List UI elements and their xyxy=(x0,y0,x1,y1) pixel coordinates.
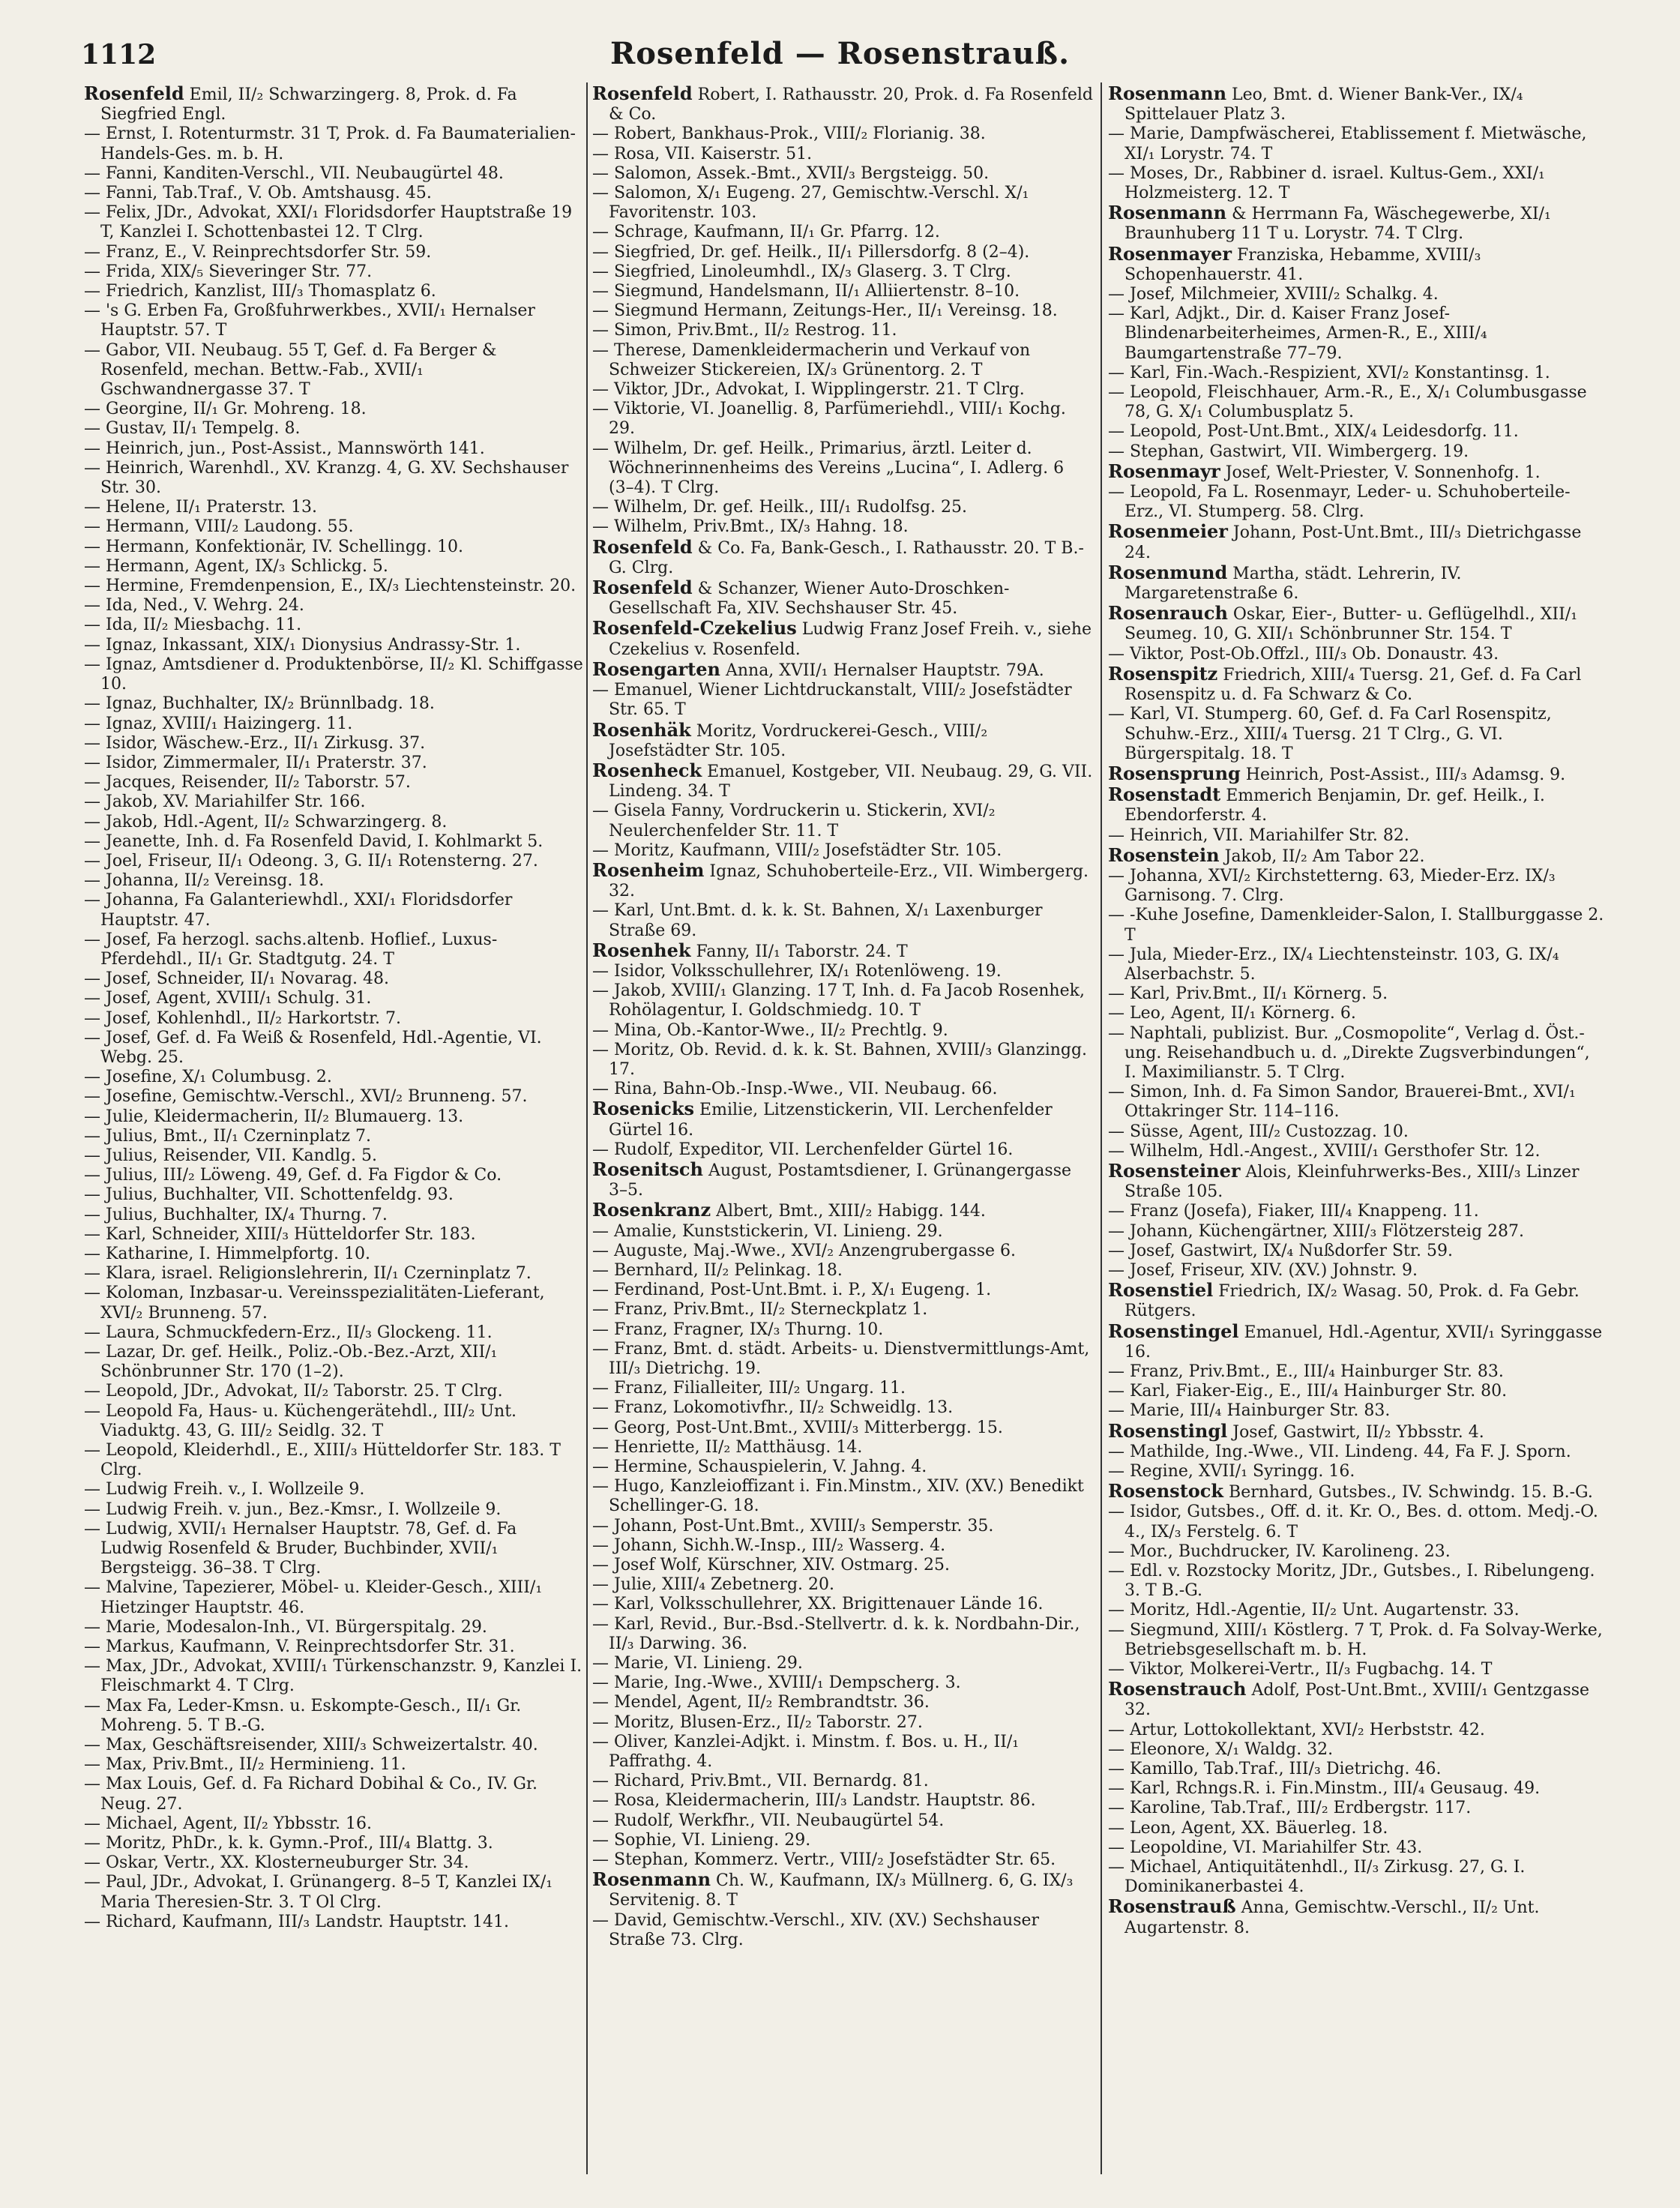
directory-entry: Rosenfeld-Czekelius Ludwig Franz Josef Freih. v., siehe Czekelius v. Rosenfeld. xyxy=(592,617,1092,659)
surname-heading: Rosenhek xyxy=(592,939,691,961)
directory-entry: — Julie, XIII/₄ Zebetnerg. 20. xyxy=(592,1575,835,1595)
directory-entry: — Richard, Priv.Bmt., VII. Bernardg. 81. xyxy=(592,1772,929,1791)
directory-entry: Rosenfeld Robert, I. Rathausstr. 20, Prok. d. Fa Rosenfeld & Co. xyxy=(592,84,1093,124)
directory-entry: — Fanni, Tab.Traf., V. Ob. Amtshausg. 45. xyxy=(84,184,432,203)
directory-entry: — Moses, Dr., Rabbiner d. israel. Kultus-Gem., XXI/₁ Holzmeisterg. 12. T xyxy=(1108,163,1545,203)
directory-entry: — Isidor, Gutsbes., Off. d. it. Kr. O., Bes. d. ottom. Medj.-O. 4., IX/₃ Ferstelg. 6. T xyxy=(1108,1502,1598,1541)
directory-entry: Rosenkranz Albert, Bmt., XIII/₂ Habigg. 144. xyxy=(592,1199,986,1221)
surname-heading: Rosenstadt xyxy=(1108,783,1221,806)
directory-entry: Rosenmayr Josef, Welt-Priester, V. Sonnenhofg. 1. xyxy=(1108,460,1541,482)
directory-entry: — Viktorie, VI. Joanellig. 8, Parfümeriehdl., VIII/₁ Kochg. 29. xyxy=(592,400,1066,439)
directory-entry: — Jula, Mieder-Erz., IX/₄ Liechtensteinstr. 103, G. IX/₄ Alserbachstr. 5. xyxy=(1108,945,1559,984)
directory-entry: — Simon, Priv.Bmt., II/₂ Restrog. 11. xyxy=(592,321,897,340)
directory-entry: — Ferdinand, Post-Unt.Bmt. i. P., X/₁ Eugeng. 1. xyxy=(592,1281,992,1300)
directory-entry: Rosenmann Leo, Bmt. d. Wiener Bank-Ver., IX/₄ Spittelauer Platz 3. xyxy=(1108,84,1523,124)
directory-entry: — Klara, israel. Religionslehrerin, II/₁ Czerninplatz 7. xyxy=(84,1264,532,1284)
running-head: Rosenfeld — Rosenstrauß. xyxy=(609,36,1070,71)
directory-entry: — Kamillo, Tab.Traf., III/₃ Dietrichg. 46. xyxy=(1108,1760,1442,1779)
directory-entry: Rosenstingel Emanuel, Hdl.-Agentur, XVII/₁ Syringgasse 16. xyxy=(1108,1320,1603,1362)
directory-entry: — Siegfried, Dr. gef. Heilk., II/₁ Pillersdorfg. 8 (2–4). xyxy=(592,242,1030,262)
directory-entry: — Marie, III/₄ Hainburger Str. 83. xyxy=(1108,1401,1391,1421)
directory-entry: Rosenmeier Johann, Post-Unt.Bmt., III/₃ Dietrichgasse 24. xyxy=(1108,520,1582,562)
directory-entry: — Felix, JDr., Advokat, XXI/₁ Floridsdorfer Hauptstraße 19 T, Kanzlei I. Schottenbastei 12. T Clrg. xyxy=(84,203,573,242)
directory-entry: — Artur, Lottokollektant, XVI/₂ Herbststr. 42. xyxy=(1108,1720,1485,1739)
directory-entry: Rosenmann & Herrmann Fa, Wäschegewerbe, XI/₁ Braunhuberg 11 T u. Lorystr. 74. T Clrg. xyxy=(1108,202,1551,244)
directory-entry: — Leopoldine, VI. Mariahilfer Str. 43. xyxy=(1108,1838,1423,1857)
directory-entry: — Heinrich, VII. Mariahilfer Str. 82. xyxy=(1108,825,1409,845)
surname-heading: Rosenrauch xyxy=(1108,602,1228,625)
directory-entry: Rosenheim Ignaz, Schuhoberteile-Erz., VII. Wimbergerg. 32. xyxy=(592,858,1089,901)
directory-entry: — Helene, II/₁ Praterstr. 13. xyxy=(84,498,318,517)
directory-entry: — Franz (Josefa), Fiaker, III/₄ Knappeng. 11. xyxy=(1108,1202,1479,1221)
directory-entry: — Jakob, XV. Mariahilfer Str. 166. xyxy=(84,792,366,812)
directory-entry: — Julius, Reisender, VII. Kandlg. 5. xyxy=(84,1146,377,1165)
directory-entry: — Rosa, Kleidermacherin, III/₃ Landstr. Hauptstr. 86. xyxy=(592,1791,1036,1811)
directory-entry: — Ludwig, XVII/₁ Hernalser Hauptstr. 78, Gef. d. Fa Ludwig Rosenfeld & Bruder, Buchbinder, XVII/₁ Bergsteigg. 36–38. T Clrg. xyxy=(84,1519,517,1578)
directory-entry: — Eleonore, X/₁ Waldg. 32. xyxy=(1108,1739,1334,1759)
directory-entry: — Franz, E., V. Reinprechtsdorfer Str. 59. xyxy=(84,242,432,262)
directory-entry: — Ludwig Freih. v., I. Wollzeile 9. xyxy=(84,1480,365,1499)
directory-entry: Rosenmann Ch. W., Kaufmann, IX/₃ Müllnerg. 6, G. IX/₃ Servitenig. 8. T xyxy=(592,1868,1074,1910)
directory-entry: Rosenstingl Josef, Gastwirt, II/₂ Ybbsstr. 4. xyxy=(1108,1419,1484,1442)
directory-entry: — Max Louis, Gef. d. Fa Richard Dobihal & Co., IV. Gr. Neug. 27. xyxy=(84,1775,538,1814)
directory-entry: — Leon, Agent, XX. Bäuerleg. 18. xyxy=(1108,1818,1388,1838)
directory-entry: Rosenicks Emilie, Litzenstickerin, VII. Lerchenfelder Gürtel 16. xyxy=(592,1098,1053,1140)
directory-entry: — Moritz, Hdl.-Agentie, II/₂ Unt. Augartenstr. 33. xyxy=(1108,1601,1520,1620)
directory-entry: — Hermann, Konfektionär, IV. Schellingg. 10. xyxy=(84,537,463,556)
directory-entry: — Josef, Agent, XVIII/₁ Schulg. 31. xyxy=(84,989,372,1008)
directory-entry: — Lazar, Dr. gef. Heilk., Poliz.-Ob.-Bez.-Arzt, XII/₁ Schönbrunner Str. 170 (1–2). xyxy=(84,1343,498,1382)
directory-entry: — Franz, Priv.Bmt., E., III/₄ Hainburger Str. 83. xyxy=(1108,1362,1504,1381)
directory-entry: — Josefine, Gemischtw.-Verschl., XVI/₂ Brunneng. 57. xyxy=(84,1087,528,1107)
directory-entry: — Sophie, VI. Linieng. 29. xyxy=(592,1830,811,1850)
directory-entry: — Wilhelm, Priv.Bmt., IX/₃ Hahng. 18. xyxy=(592,517,909,537)
surname-heading: Rosenspitz xyxy=(1108,662,1218,685)
directory-entry: — Koloman, Inzbasar-u. Vereinsspezialitäten-Lieferant, XVI/₂ Brunneng. 57. xyxy=(84,1284,545,1323)
directory-entry: — Wilhelm, Dr. gef. Heilk., III/₁ Rudolfsg. 25. xyxy=(592,498,968,517)
directory-entry: — Leopold, JDr., Advokat, II/₂ Taborstr. 25. T Clrg. xyxy=(84,1382,503,1401)
directory-entry: — Leopold, Fa L. Rosenmayr, Leder- u. Schuhoberteile-Erz., VI. Stumperg. 58. Clrg. xyxy=(1108,483,1571,522)
directory-entry: — Salomon, Assek.-Bmt., XVII/₃ Bergsteigg. 50. xyxy=(592,163,990,183)
directory-entry: — Hermine, Fremdenpension, E., IX/₃ Liechtensteinstr. 20. xyxy=(84,577,576,596)
directory-entry: — 's G. Erben Fa, Großfuhrwerkbes., XVII/₁ Hernalser Hauptstr. 57. T xyxy=(84,301,535,340)
directory-entry: — Naphtali, publizist. Bur. „Cosmopolite“, Verlag d. Öst.-ung. Reisehandbuch u. d. „Direkte Zugsverbindungen“, I. Maximilianstr. 5. T Clrg. xyxy=(1108,1023,1590,1082)
directory-entry: — Heinrich, jun., Post-Assist., Mannswörth 141. xyxy=(84,439,485,458)
directory-entry: — Franz, Bmt. d. städt. Arbeits- u. Dienstvermittlungs-Amt, III/₃ Dietrichg. 19. xyxy=(592,1339,1090,1378)
directory-entry: — Simon, Inh. d. Fa Simon Sandor, Brauerei-Bmt., XVI/₁ Ottakringer Str. 114–116. xyxy=(1108,1083,1576,1122)
surname-heading: Rosenstock xyxy=(1108,1480,1224,1502)
directory-entry: — Moritz, PhDr., k. k. Gymn.-Prof., III/₄ Blattg. 3. xyxy=(84,1834,493,1853)
directory-entry: Rosenheck Emanuel, Kostgeber, VII. Neubaug. 29, G. VII. Lindeng. 34. T xyxy=(592,759,1093,801)
directory-entry: — Gisela Fanny, Vordruckerin u. Stickerin, XVI/₂ Neulerchenfelder Str. 11. T xyxy=(592,801,996,840)
directory-entry: — Friedrich, Kanzlist, III/₃ Thomasplatz 6. xyxy=(84,282,436,301)
surname-heading: Rosenmayr xyxy=(1108,460,1220,482)
directory-entry: — Georg, Post-Unt.Bmt., XVIII/₃ Mitterbergg. 15. xyxy=(592,1418,1003,1437)
directory-entry: — Rudolf, Expeditor, VII. Lerchenfelder Gürtel 16. xyxy=(592,1140,1014,1159)
surname-heading: Rosensprung xyxy=(1108,762,1241,784)
surname-heading: Rosenstein xyxy=(1108,843,1220,866)
surname-heading: Rosenfeld xyxy=(592,577,693,599)
surname-heading: Rosenmann xyxy=(1108,84,1227,104)
directory-entry: — Ida, Ned., V. Wehrg. 24. xyxy=(84,596,304,616)
directory-entry: — Moritz, Ob. Revid. d. k. k. St. Bahnen, XVIII/₃ Glanzingg. 17. xyxy=(592,1040,1088,1079)
directory-entry: Rosenstock Bernhard, Gutsbes., IV. Schwindg. 15. B.-G. xyxy=(1108,1480,1593,1502)
directory-entry: — Bernhard, II/₂ Pelinkag. 18. xyxy=(592,1260,843,1280)
directory-entry: — Karl, Volksschullehrer, XX. Brigittenauer Lände 16. xyxy=(592,1595,1044,1614)
directory-entry: — Marie, VI. Linieng. 29. xyxy=(592,1654,803,1673)
directory-entry: — Max Fa, Leder-Kmsn. u. Eskompte-Gesch., II/₁ Gr. Mohreng. 5. T B.-G. xyxy=(84,1696,522,1735)
surname-heading: Rosenhäk xyxy=(592,718,691,741)
directory-entry: — Julius, III/₂ Löweng. 49, Gef. d. Fa Figdor & Co. xyxy=(84,1166,502,1185)
directory-entry: — Isidor, Wäschew.-Erz., II/₁ Zirkusg. 37. xyxy=(84,733,426,753)
directory-entry: — Moritz, Blusen-Erz., II/₂ Taborstr. 27. xyxy=(592,1712,923,1732)
directory-entry: — Jakob, XVIII/₁ Glanzing. 17 T, Inh. d. Fa Jacob Rosenhek, Rohölagentur, I. Goldschmiedg. 10. T xyxy=(592,981,1085,1020)
directory-entry: — Ignaz, Inkassant, XIX/₁ Dionysius Andrassy-Str. 1. xyxy=(84,635,521,655)
directory-entry: — Viktor, Molkerei-Vertr., II/₃ Fugbachg. 14. T xyxy=(1108,1660,1493,1679)
surname-heading: Rosenstingel xyxy=(1108,1320,1239,1342)
directory-entry: — Marie, Dampfwäscherei, Etablissement f. Mietwäsche, XI/₁ Lorystr. 74. T xyxy=(1108,124,1587,163)
directory-entry: — Siegmund Hermann, Zeitungs-Her., II/₁ Vereinsg. 18. xyxy=(592,301,1058,321)
directory-entry: Rosenmayer Franziska, Hebamme, XVIII/₃ Schopenhauerstr. 41. xyxy=(1108,242,1481,284)
directory-entry: — Franz, Fragner, IX/₃ Thurng. 10. xyxy=(592,1320,884,1339)
surname-heading: Rosengarten xyxy=(592,658,720,680)
directory-entry: — Katharine, I. Himmelpfortg. 10. xyxy=(84,1244,370,1263)
surname-heading: Rosenitsch xyxy=(592,1158,703,1180)
directory-entry: — Regine, XVII/₁ Syringg. 16. xyxy=(1108,1462,1355,1481)
surname-heading: Rosenmann xyxy=(592,1868,711,1891)
directory-entry: — Max, JDr., Advokat, XVIII/₁ Türkenschanzstr. 9, Kanzlei I. Fleischmarkt 4. T Clrg. xyxy=(84,1657,582,1696)
directory-entry: — Leopold, Kleiderhdl., E., XIII/₃ Hütteldorfer Str. 183. T Clrg. xyxy=(84,1441,561,1480)
directory-entry: — Josef, Gastwirt, IX/₄ Nußdorfer Str. 59. xyxy=(1108,1241,1453,1260)
directory-entry: — Leo, Agent, II/₁ Körnerg. 6. xyxy=(1108,1004,1356,1023)
directory-entry: — Mina, Ob.-Kantor-Wwe., II/₂ Prechtlg. 9. xyxy=(592,1020,948,1040)
directory-entry: — Johann, Post-Unt.Bmt., XVIII/₃ Semperstr. 35. xyxy=(592,1516,994,1535)
directory-entry: — Stephan, Gastwirt, VII. Wimbergerg. 19. xyxy=(1108,442,1469,461)
directory-entry: — Rudolf, Werkfhr., VII. Neubaugürtel 54. xyxy=(592,1811,945,1830)
directory-entry: — Henriette, II/₂ Matthäusg. 14. xyxy=(592,1437,863,1457)
page-number: 1112 xyxy=(81,39,157,70)
directory-entry: — Johanna, XVI/₂ Kirchstetterng. 63, Mieder-Erz. IX/₃ Garnisong. 7. Clrg. xyxy=(1108,866,1556,906)
directory-entry: — Karl, Rchngs.R. i. Fin.Minstm., III/₄ Geusaug. 49. xyxy=(1108,1779,1541,1799)
directory-entry: — Frida, XIX/₅ Sieveringer Str. 77. xyxy=(84,262,373,281)
directory-entry: — Julius, Bmt., II/₁ Czerninplatz 7. xyxy=(84,1126,371,1146)
directory-entry: — Franz, Filialleiter, III/₂ Ungarg. 11. xyxy=(592,1379,906,1398)
directory-entry: — Josef, Kohlenhdl., II/₂ Harkortstr. 7. xyxy=(84,1008,402,1028)
directory-entry: — Ignaz, Buchhalter, IX/₂ Brünnlbadg. 18. xyxy=(84,694,435,714)
directory-entry: — Paul, JDr., Advokat, I. Grünangerg. 8–5 T, Kanzlei IX/₁ Maria Theresien-Str. 3. T Ol Clrg. xyxy=(84,1873,553,1912)
surname-heading: Rosenfeld xyxy=(84,84,184,104)
directory-entry: — Ludwig Freih. v. jun., Bez.-Kmsr., I. Wollzeile 9. xyxy=(84,1499,502,1519)
directory-entry: — Johann, Sichh.W.-Insp., III/₂ Wasserg. 4. xyxy=(592,1535,946,1555)
directory-entry: — Siegfried, Linoleumhdl., IX/₃ Glaserg. 3. T Clrg. xyxy=(592,262,1011,281)
directory-entry: — Marie, Modesalon-Inh., VI. Bürgerspitalg. 29. xyxy=(84,1617,487,1637)
directory-entry: — Karl, VI. Stumperg. 60, Gef. d. Fa Carl Rosenspitz, Schuhw.-Erz., XIII/₄ Tuersg. 21 T Clrg., G. VI. Bürgerspitalg. 18. T xyxy=(1108,705,1552,763)
directory-entry: — Michael, Agent, II/₂ Ybbsstr. 16. xyxy=(84,1814,372,1833)
directory-entry: Rosenhäk Moritz, Vordruckerei-Gesch., VIII/₂ Josefstädter Str. 105. xyxy=(592,718,988,760)
surname-heading: Rosenfeld xyxy=(592,535,693,558)
directory-entry: — David, Gemischtw.-Verschl., XIV. (XV.) Sechshauser Straße 73. Clrg. xyxy=(592,1910,1040,1949)
directory-entry: — -Kuhe Josefine, Damenkleider-Salon, I. Stallburggasse 2. T xyxy=(1108,906,1604,945)
directory-entry: — Leopold, Fleischhauer, Arm.-R., E., X/₁ Columbusgasse 78, G. X/₁ Columbusplatz 5. xyxy=(1108,383,1587,422)
surname-heading: Rosenmayer xyxy=(1108,242,1232,265)
directory-entry: — Mor., Buchdrucker, IV. Karolineng. 23. xyxy=(1108,1541,1451,1561)
directory-entry: — Karl, Unt.Bmt. d. k. k. St. Bahnen, X/₁ Laxenburger Straße 69. xyxy=(592,901,1043,940)
directory-entry: — Josefine, X/₁ Columbusg. 2. xyxy=(84,1068,332,1087)
surname-heading: Rosenheck xyxy=(592,759,702,781)
directory-entry: — Salomon, X/₁ Eugeng. 27, Gemischtw.-Verschl. X/₁ Favoritenstr. 103. xyxy=(592,184,1029,223)
directory-entry: — Julius, Buchhalter, IX/₄ Thurng. 7. xyxy=(84,1205,388,1224)
directory-entry: — Leopold Fa, Haus- u. Küchengerätehdl., III/₂ Unt. Viaduktg. 43, G. III/₂ Seidlg. 32. T xyxy=(84,1401,517,1440)
directory-entry: — Max, Priv.Bmt., II/₂ Herminieng. 11. xyxy=(84,1755,406,1775)
directory-entry: — Johanna, Fa Galanteriewhdl., XXI/₁ Floridsdorfer Hauptstr. 47. xyxy=(84,891,513,930)
directory-entry: — Viktor, Post-Ob.Offzl., III/₃ Ob. Donaustr. 43. xyxy=(1108,644,1499,664)
directory-entry: — Karl, Fin.-Wach.-Respizient, XVI/₂ Konstantinsg. 1. xyxy=(1108,363,1550,382)
directory-entry: Rosenstiel Friedrich, IX/₂ Wasag. 50, Prok. d. Fa Gebr. Rütgers. xyxy=(1108,1279,1580,1321)
directory-entry: — Oliver, Kanzlei-Adjkt. i. Minstm. f. Bos. u. H., II/₁ Paffrathg. 4. xyxy=(592,1732,1020,1772)
directory-entry: — Max, Geschäftsreisender, XIII/₃ Schweizertalstr. 40. xyxy=(84,1736,538,1755)
directory-entry: — Michael, Antiquitätenhdl., II/₃ Zirkusg. 27, G. I. Dominikanerbastei 4. xyxy=(1108,1858,1526,1897)
directory-entry: — Emanuel, Wiener Lichtdruckanstalt, VIII/₂ Josefstädter Str. 65. T xyxy=(592,681,1072,720)
directory-entry: Rosenmund Martha, städt. Lehrerin, IV. Margaretenstraße 6. xyxy=(1108,561,1462,604)
directory-entry: — Wilhelm, Hdl.-Angest., XVIII/₁ Gersthofer Str. 12. xyxy=(1108,1141,1541,1161)
directory-entry: — Ida, II/₂ Miesbachg. 11. xyxy=(84,616,302,635)
directory-entry: — Josef, Gef. d. Fa Weiß & Rosenfeld, Hdl.-Agentie, VI. Webg. 25. xyxy=(84,1028,542,1067)
surname-heading: Rosenstingl xyxy=(1108,1419,1228,1442)
directory-entry: Rosenspitz Friedrich, XIII/₄ Tuersg. 21, Gef. d. Fa Carl Rosenspitz u. d. Fa Schwarz & Co. xyxy=(1108,662,1582,705)
directory-entry: — Stephan, Kommerz. Vertr., VIII/₂ Josefstädter Str. 65. xyxy=(592,1850,1056,1870)
column-3 xyxy=(1108,84,1606,2191)
surname-heading: Rosenmund xyxy=(1108,561,1228,583)
surname-heading: Rosensteiner xyxy=(1108,1159,1241,1182)
directory-entry: Rosenhek Fanny, II/₁ Taborstr. 24. T xyxy=(592,939,908,961)
directory-entry: — Franz, Priv.Bmt., II/₂ Sterneckplatz 1. xyxy=(592,1300,928,1320)
directory-entry: — Robert, Bankhaus-Prok., VIII/₂ Florianig. 38. xyxy=(592,124,986,144)
surname-heading: Rosenstrauch xyxy=(1108,1678,1247,1700)
column-2 xyxy=(592,84,1093,2191)
directory-entry: — Mendel, Agent, II/₂ Rembrandtstr. 36. xyxy=(592,1693,930,1712)
surname-heading: Rosenkranz xyxy=(592,1199,711,1221)
directory-entry: — Malvine, Tapezierer, Möbel- u. Kleider-Gesch., XIII/₁ Hietzinger Hauptstr. 46. xyxy=(84,1578,543,1617)
directory-entry: — Karl, Adjkt., Dir. d. Kaiser Franz Josef-Blindenarbeiterheimes, Armen-R., E., XIII/₄ Baumgartenstraße 77–79. xyxy=(1108,304,1487,363)
directory-entry: — Jakob, Hdl.-Agent, II/₂ Schwarzingerg. 8. xyxy=(84,812,448,831)
directory-entry: Rosenitsch August, Postamtsdiener, I. Grünangergasse 3–5. xyxy=(592,1158,1072,1200)
directory-entry: Rosenstadt Emmerich Benjamin, Dr. gef. Heilk., I. Ebendorferstr. 4. xyxy=(1108,783,1545,825)
directory-entry: — Richard, Kaufmann, III/₃ Landstr. Hauptstr. 141. xyxy=(84,1912,510,1931)
directory-entry: — Edl. v. Rozstocky Moritz, JDr., Gutsbes., I. Ribelungeng. 3. T B.-G. xyxy=(1108,1562,1595,1601)
directory-entry: — Josef, Friseur, XIV. (XV.) Johnstr. 9. xyxy=(1108,1260,1418,1280)
directory-entry: — Amalie, Kunststickerin, VI. Linieng. 29. xyxy=(592,1221,943,1241)
directory-entry: — Jeanette, Inh. d. Fa Rosenfeld David, I. Kohlmarkt 5. xyxy=(84,831,544,851)
surname-heading: Rosenmann xyxy=(1108,202,1227,224)
directory-entry: — Mathilde, Ing.-Wwe., VII. Lindeng. 44, Fa F. J. Sporn. xyxy=(1108,1442,1571,1461)
directory-entry: — Schrage, Kaufmann, II/₁ Gr. Pfarrg. 12. xyxy=(592,223,940,242)
directory-entry: — Markus, Kaufmann, V. Reinprechtsdorfer Str. 31. xyxy=(84,1637,515,1657)
directory-entry: — Ignaz, Amtsdiener d. Produktenbörse, II/₂ Kl. Schiffgasse 10. xyxy=(84,655,583,694)
surname-heading: Rosenicks xyxy=(592,1098,695,1120)
directory-entry: — Georgine, II/₁ Gr. Mohreng. 18. xyxy=(84,400,367,419)
directory-entry: — Fanni, Kanditen-Verschl., VII. Neubaugürtel 48. xyxy=(84,163,504,183)
directory-entry: — Josef, Milchmeier, XVIII/₂ Schalkg. 4. xyxy=(1108,285,1439,304)
directory-entry: Rosenstein Jakob, II/₂ Am Tabor 22. xyxy=(1108,843,1425,866)
directory-entry: — Auguste, Maj.-Wwe., XVI/₂ Anzengrubergasse 6. xyxy=(592,1241,1017,1260)
directory-entry: — Hermine, Schauspielerin, V. Jahng. 4. xyxy=(592,1458,927,1477)
column-1 xyxy=(84,84,583,2191)
directory-entry: — Hugo, Kanzleioffizant i. Fin.Minstm., XIV. (XV.) Benedikt Schellinger-G. 18. xyxy=(592,1477,1084,1516)
directory-entry: — Josef Wolf, Kürschner, XIV. Ostmarg. 25. xyxy=(592,1556,951,1575)
directory-entry: Rosenstrauch Adolf, Post-Unt.Bmt., XVIII/₁ Gentzgasse 32. xyxy=(1108,1678,1590,1720)
directory-entry: — Hermann, Agent, IX/₃ Schlickg. 5. xyxy=(84,556,388,576)
directory-entry: — Johann, Küchengärtner, XIII/₃ Flötzersteig 287. xyxy=(1108,1221,1525,1241)
directory-entry: — Karl, Revid., Bur.-Bsd.-Stellvertr. d. k. k. Nordbahn-Dir., II/₃ Darwing. 36. xyxy=(592,1614,1080,1653)
directory-entry: Rosengarten Anna, XVII/₁ Hernalser Hauptstr. 79A. xyxy=(592,658,1044,680)
surname-heading: Rosenfeld xyxy=(592,84,693,104)
surname-heading: Rosenstiel xyxy=(1108,1279,1214,1302)
directory-entry: — Karl, Schneider, XIII/₃ Hütteldorfer Str. 183. xyxy=(84,1224,476,1244)
surname-heading: Rosenstrauß xyxy=(1108,1895,1236,1918)
directory-entry: — Karl, Fiaker-Eig., E., III/₄ Hainburger Str. 80. xyxy=(1108,1382,1508,1401)
directory-entry: — Süsse, Agent, III/₂ Custozzag. 10. xyxy=(1108,1122,1409,1141)
directory-entry: — Rina, Bahn-Ob.-Insp.-Wwe., VII. Neubaug. 66. xyxy=(592,1080,998,1099)
directory-entry: — Karoline, Tab.Traf., III/₂ Erdbergstr. 117. xyxy=(1108,1799,1472,1818)
directory-entry: — Ernst, I. Rotenturmstr. 31 T, Prok. d. Fa Baumaterialien-Handels-Ges. m. b. H. xyxy=(84,124,576,163)
directory-entry: — Heinrich, Warenhdl., XV. Kranzg. 4, G. XV. Sechshauser Str. 30. xyxy=(84,458,569,498)
directory-entry: — Oskar, Vertr., XX. Klosterneuburger Str. 34. xyxy=(84,1853,469,1873)
directory-entry: — Jacques, Reisender, II/₂ Taborstr. 57. xyxy=(84,773,411,792)
directory-entry: — Laura, Schmuckfedern-Erz., II/₃ Glockeng. 11. xyxy=(84,1323,493,1342)
directory-entry: Rosenfeld & Schanzer, Wiener Auto-Droschken-Gesellschaft Fa, XIV. Sechshauser Str. 45. xyxy=(592,577,1010,619)
directory-entry: — Viktor, JDr., Advokat, I. Wipplingerstr. 21. T Clrg. xyxy=(592,380,1025,400)
directory-entry: Rosenrauch Oskar, Eier-, Butter- u. Geflügelhdl., XII/₁ Seumeg. 10, G. XII/₁ Schönbrunner Str. 154. T xyxy=(1108,602,1578,644)
directory-entry: — Josef, Schneider, II/₁ Novarag. 48. xyxy=(84,969,390,989)
column-rule xyxy=(1101,82,1102,2174)
directory-entry: — Isidor, Volksschullehrer, IX/₁ Rotenlöweng. 19. xyxy=(592,961,1002,981)
directory-entry: — Moritz, Kaufmann, VIII/₂ Josefstädter Str. 105. xyxy=(592,840,1002,860)
directory-entry: Rosensprung Heinrich, Post-Assist., III/₃ Adamsg. 9. xyxy=(1108,762,1566,784)
directory-entry: — Joel, Friseur, II/₁ Odeong. 3, G. II/₁ Rotensterng. 27. xyxy=(84,851,538,870)
surname-heading: Rosenmeier xyxy=(1108,520,1228,543)
directory-entry: Rosenfeld & Co. Fa, Bank-Gesch., I. Rathausstr. 20. T B.-G. Clrg. xyxy=(592,535,1084,577)
directory-entry: — Siegmund, Handelsmann, II/₁ Alliiertenstr. 8–10. xyxy=(592,282,1020,301)
directory-entry: — Ignaz, XVIII/₁ Haizingerg. 11. xyxy=(84,714,353,733)
directory-entry: — Therese, Damenkleidermacherin und Verkauf von Schweizer Stickereien, IX/₃ Grünentorg. 2. T xyxy=(592,340,1031,379)
directory-entry: — Josef, Fa herzogl. sachs.altenb. Hoflief., Luxus-Pferdehdl., II/₁ Gr. Stadtgutg. 24. T xyxy=(84,930,498,969)
directory-entry: — Gustav, II/₁ Tempelg. 8. xyxy=(84,419,301,439)
directory-entry: — Julius, Buchhalter, VII. Schottenfeldg. 93. xyxy=(84,1185,454,1205)
directory-entry: Rosensteiner Alois, Kleinfuhrwerks-Bes., XIII/₃ Linzer Straße 105. xyxy=(1108,1159,1580,1202)
directory-entry: — Siegmund, XIII/₁ Köstlerg. 7 T, Prok. d. Fa Solvay-Werke, Betriebsgesellschaft m. b. H. xyxy=(1108,1620,1603,1659)
directory-entry: Rosenfeld Emil, II/₂ Schwarzingerg. 8, Prok. d. Fa Siegfried Engl. xyxy=(84,84,517,124)
directory-entry: — Hermann, VIII/₂ Laudong. 55. xyxy=(84,517,354,537)
directory-entry: — Gabor, VII. Neubaug. 55 T, Gef. d. Fa Berger & Rosenfeld, mechan. Bettw.-Fab., XVII/₁ Gschwandnergasse 37. T xyxy=(84,340,497,400)
directory-entry: — Wilhelm, Dr. gef. Heilk., Primarius, ärztl. Leiter d. Wöchnerinnenheims des Vereins „Lucina“, I. Adlerg. 6 (3–4). T Clrg. xyxy=(592,439,1065,498)
surname-heading: Rosenfeld-Czekelius xyxy=(592,617,797,640)
directory-entry: — Franz, Lokomotivfhr., II/₂ Schweidlg. 13. xyxy=(592,1398,954,1418)
column-rule xyxy=(586,82,588,2174)
directory-entry: — Julie, Kleidermacherin, II/₂ Blumauerg. 13. xyxy=(84,1107,464,1126)
directory-entry: — Rosa, VII. Kaiserstr. 51. xyxy=(592,144,813,163)
directory-entry: — Karl, Priv.Bmt., II/₁ Körnerg. 5. xyxy=(1108,984,1388,1004)
surname-heading: Rosenheim xyxy=(592,858,705,881)
directory-entry: Rosenstrauß Anna, Gemischtw.-Verschl., II/₂ Unt. Augartenstr. 8. xyxy=(1108,1895,1540,1937)
directory-entry: — Marie, Ing.-Wwe., XVIII/₁ Dempscherg. 3. xyxy=(592,1673,961,1693)
directory-entry: — Leopold, Post-Unt.Bmt., XIX/₄ Leidesdorfg. 11. xyxy=(1108,422,1519,442)
directory-entry: — Johanna, II/₂ Vereinsg. 18. xyxy=(84,871,325,891)
directory-entry: — Isidor, Zimmermaler, II/₁ Praterstr. 37. xyxy=(84,753,427,772)
